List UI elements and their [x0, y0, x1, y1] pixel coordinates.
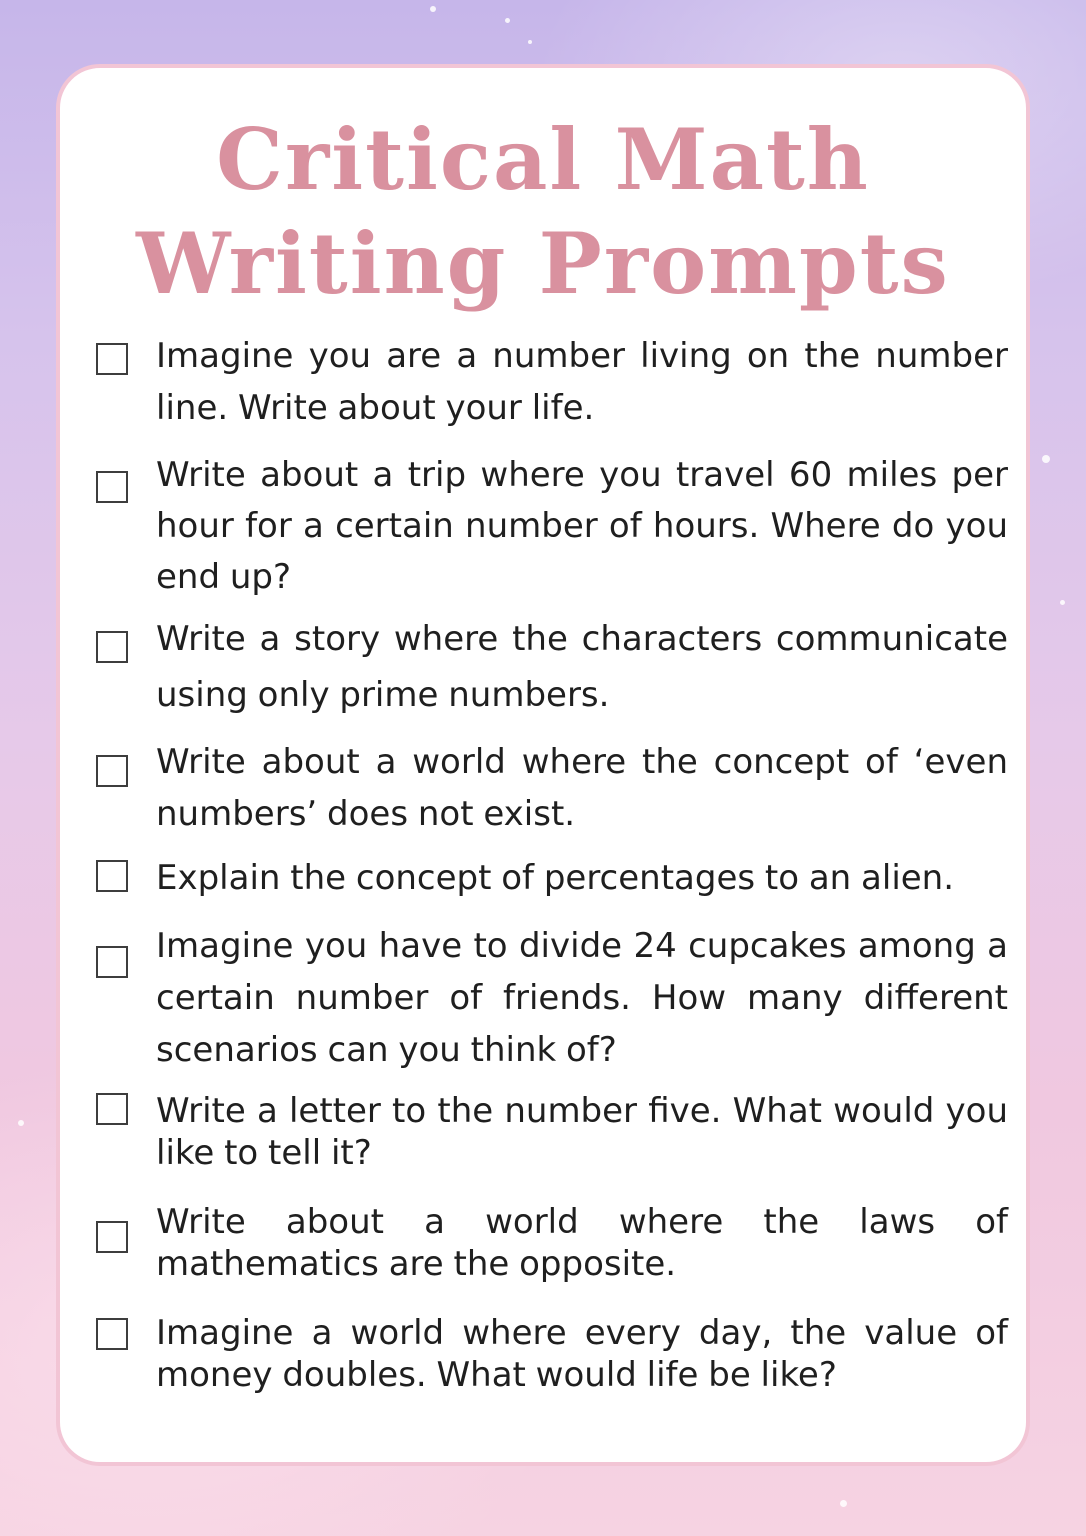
prompt-text: Write a story where the characters communicate using only prime numbers.	[156, 619, 1008, 715]
prompt-text: Explain the concept of percentages to an alien.	[156, 858, 955, 898]
page-title: Critical Math Writing Prompts	[136, 110, 950, 313]
sparkle-decoration	[840, 1500, 847, 1507]
prompt-text: Write about a world where the laws of mathematics are the opposite.	[156, 1202, 1008, 1284]
checkbox[interactable]	[96, 946, 128, 978]
prompts-card	[56, 64, 1030, 1466]
prompt-text: Imagine you are a number living on the number line. Write about your life.	[156, 336, 1008, 428]
prompt-text: Write about a trip where you travel 60 miles per hour for a certain number of hours. Where do you end up?	[156, 455, 1008, 597]
checkbox[interactable]	[96, 755, 128, 787]
sparkle-decoration	[1060, 600, 1065, 605]
checkbox[interactable]	[96, 1093, 128, 1125]
prompt-text: Imagine a world where every day, the value of money doubles. What would life be like?	[156, 1313, 1008, 1395]
checkbox[interactable]	[96, 1221, 128, 1253]
prompt-text: Write about a world where the concept of ‘even numbers’ does not exist.	[156, 742, 1008, 834]
sparkle-decoration	[505, 18, 510, 23]
prompt-text: Imagine you have to divide 24 cupcakes among a certain number of friends. How many different scenarios can you think of?	[156, 926, 1008, 1070]
sparkle-decoration	[1042, 455, 1050, 463]
checkbox[interactable]	[96, 1318, 128, 1350]
checkbox[interactable]	[96, 471, 128, 503]
checkbox[interactable]	[96, 860, 128, 892]
checkbox[interactable]	[96, 343, 128, 375]
sparkle-decoration	[430, 6, 436, 12]
sparkle-decoration	[528, 40, 532, 44]
prompt-text: Write a letter to the number five. What would you like to tell it?	[156, 1091, 1008, 1173]
sparkle-decoration	[18, 1120, 24, 1126]
checkbox[interactable]	[96, 631, 128, 663]
